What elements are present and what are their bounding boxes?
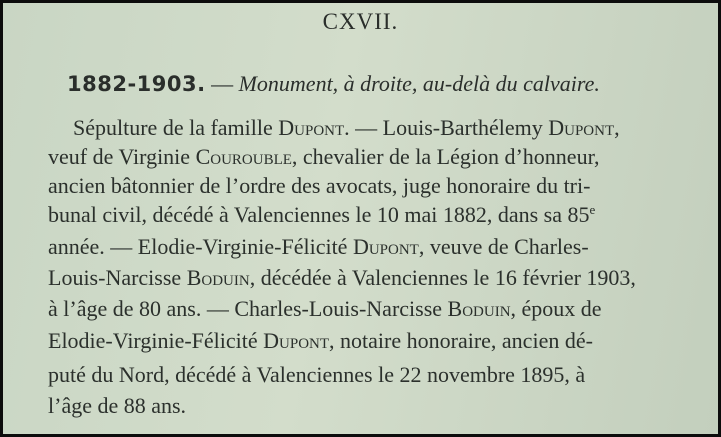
line-text: année. — Elodie-Virginie-Félicité — [48, 234, 353, 259]
line-text: , chevalier de la Légion d’honneur, — [291, 144, 600, 169]
line-text: ancien bâtonnier de l’ordre des avocats, juge honoraire du tri- — [48, 173, 591, 198]
line-text: , époux de — [510, 296, 602, 321]
surname: Boduin — [186, 265, 250, 290]
line-text: , veuve de Charles- — [418, 234, 589, 259]
text-line-8 — [48, 328, 593, 354]
line-text: à l’âge de 80 ans. — Charles-Louis-Narcisse — [48, 296, 448, 321]
entry-years: 1882-1903. — [67, 72, 206, 96]
line-text: . — Louis-Barthélemy — [344, 115, 549, 140]
text-line-1 — [73, 115, 620, 141]
surname: Dupont — [352, 234, 419, 259]
surname: Dupont — [548, 115, 615, 140]
surname: Boduin — [447, 296, 511, 321]
text-line-3 — [48, 173, 590, 199]
surname: Courouble — [195, 144, 292, 169]
text-line-4 — [48, 202, 595, 228]
line-text: , décédée à Valenciennes le 16 février 1903, — [249, 265, 636, 290]
line-text: Elodie-Virginie-Félicité — [48, 328, 264, 353]
line-text: Sépulture de la famille — [73, 115, 279, 140]
line-text: , — [614, 115, 620, 140]
section-number: CXVII. — [322, 9, 399, 34]
ordinal-superscript: e — [589, 202, 596, 217]
text-line-10 — [48, 393, 186, 419]
text-line-2 — [48, 144, 600, 170]
line-text: l’âge de 88 ans. — [48, 393, 187, 418]
line-text: bunal civil, décédé à Valenciennes le 10 mai 1882, dans sa 85 — [48, 202, 590, 227]
text-line-5 — [48, 234, 589, 260]
entry-heading — [67, 71, 600, 97]
entry-location: Monument, à droite, au-delà du calvaire. — [238, 71, 600, 96]
text-line-6 — [48, 265, 636, 291]
surname: Dupont — [278, 115, 345, 140]
line-text: veuf de Virginie — [48, 144, 196, 169]
text-line-9 — [48, 362, 585, 388]
line-text: puté du Nord, décédé à Valenciennes le 22 novembre 1895, à — [48, 362, 586, 387]
entry-dash: — — [205, 71, 239, 96]
line-text: , notaire honoraire, ancien dé- — [329, 328, 593, 353]
surname: Dupont — [263, 328, 330, 353]
text-line-7 — [48, 296, 602, 322]
line-text: Louis-Narcisse — [48, 265, 187, 290]
